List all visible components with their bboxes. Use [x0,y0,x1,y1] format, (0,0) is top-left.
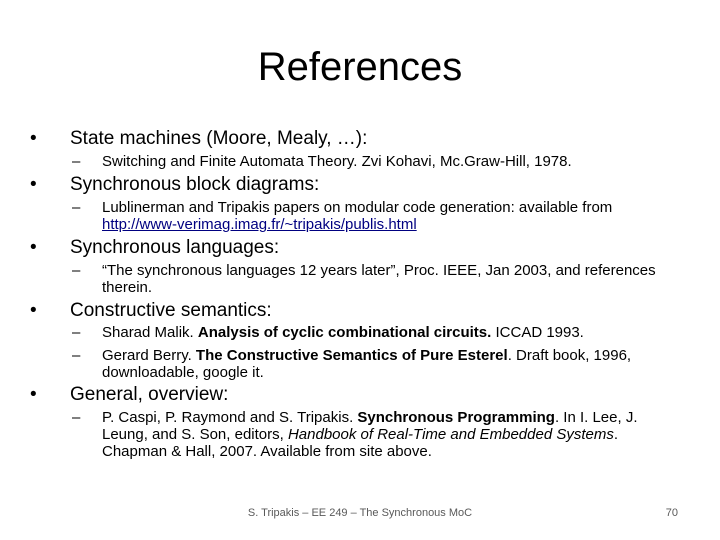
bullet-marker: • [30,384,37,405]
sub-item-text-part: P. Caspi, P. Raymond and S. Tripakis. [102,409,358,426]
book-title: The Constructive Semantics of Pure Esterel [195,347,508,364]
sub-item-berry [72,347,680,381]
slide-footer: S. Tripakis – EE 249 – The Synchronous MoC [247,507,473,519]
sub-item-text-part: Sharad Malik. [102,324,198,341]
dash-marker: – [72,409,81,426]
book-title: Handbook of Real-Time and Embedded Systems [287,426,614,443]
bullet-block-diagrams [30,174,680,196]
sub-item-text [72,199,680,233]
bullet-marker: • [30,237,37,258]
paper-title: Synchronous Programming [357,409,555,426]
sub-item-text-part: . In I. Lee, J. Leung, and S. Son, editors, [102,409,638,443]
bullet-marker: • [30,128,37,149]
sub-item-malik [72,324,680,341]
sub-item-text: “The synchronous languages 12 years later”, Proc. IEEE, Jan 2003, and references therein. [102,262,656,296]
bullet-synchronous-languages [30,237,680,259]
sub-item-text [72,324,680,341]
bullet-state-machines [30,128,680,150]
dash-marker: – [72,347,81,364]
sub-item-text-part: Lublinerman and Tripakis papers on modular code generation: available from [102,199,613,216]
sub-item-kohavi [72,153,680,170]
bullet-label: Synchronous block diagrams: [70,174,320,195]
paper-title: Analysis of cyclic combinational circuits. [197,324,492,341]
bullet-general-overview [30,384,680,406]
sub-item-caspi [72,409,680,460]
dash-marker: – [72,262,81,279]
bullet-marker: • [30,174,37,195]
sub-item-lublinerman [72,199,680,233]
bullet-constructive-semantics [30,300,680,322]
sub-item-text-part: . Chapman & Hall, 2007. Available from site above. [102,426,619,460]
bullet-marker: • [30,300,37,321]
sub-item-text [72,347,680,381]
dash-marker: – [72,324,81,341]
sub-item-text [72,409,680,460]
sub-item-sync-languages-paper [72,262,680,296]
sub-item-text-part: ICCAD 1993. [491,324,584,341]
sub-item-text-part: Gerard Berry. [102,347,196,364]
sub-item-text-part: . Draft book, 1996, downloadable, google it. [102,347,632,381]
bullet-label: State machines (Moore, Mealy, …): [70,128,368,149]
bullet-label: General, overview: [70,384,229,405]
dash-marker: – [72,199,81,216]
slide-title: References [257,45,463,89]
publis-link[interactable]: http://www-verimag.imag.fr/~tripakis/publis.html [102,216,417,233]
page-number: 70 [665,507,678,519]
bullet-label: Synchronous languages: [70,237,280,258]
sub-item-text: Switching and Finite Automata Theory. Zvi Kohavi, Mc.Graw-Hill, 1978. [102,153,572,170]
dash-marker: – [72,153,81,170]
bullet-label: Constructive semantics: [70,300,272,321]
